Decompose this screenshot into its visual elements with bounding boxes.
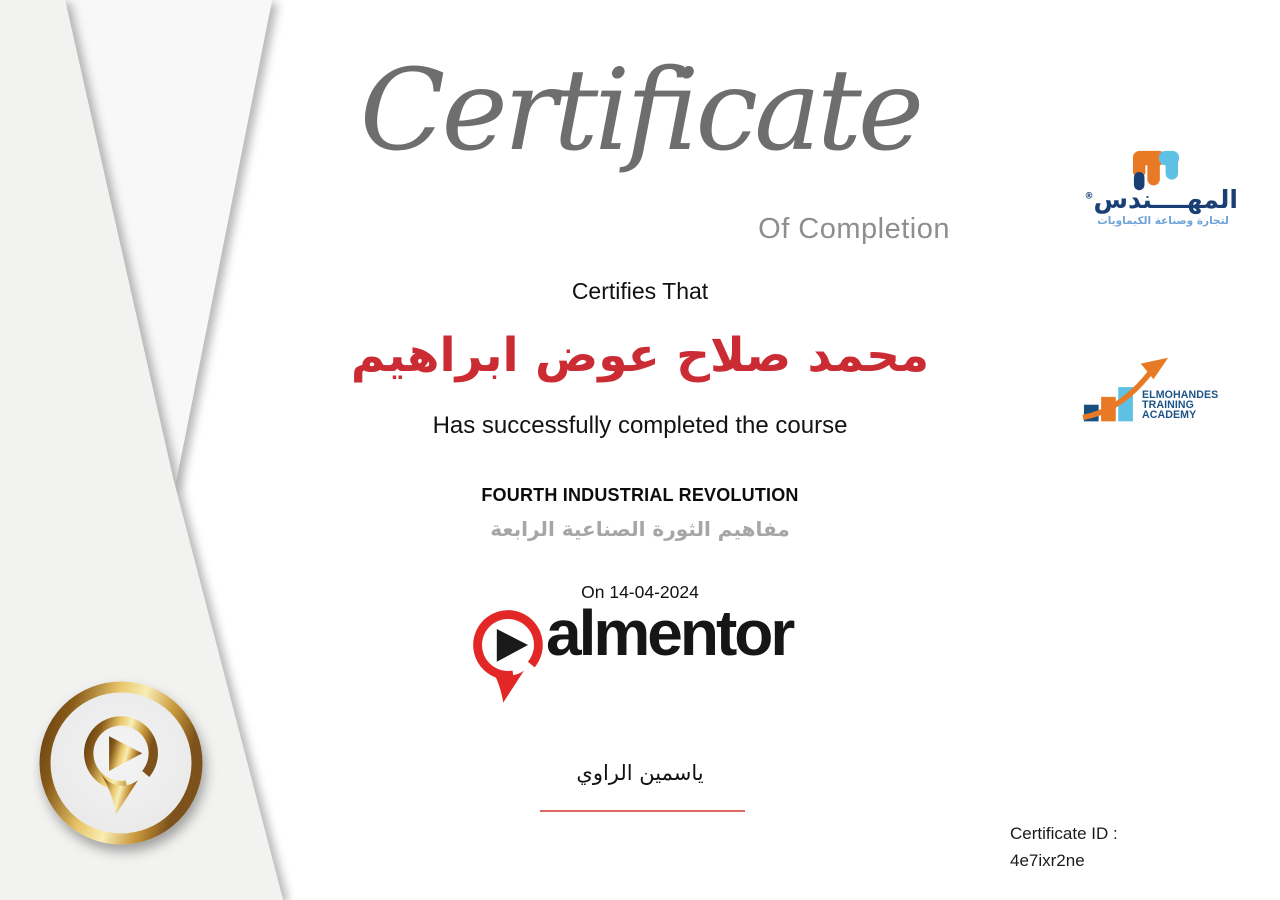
course-title-arabic: مفاهيم الثورة الصناعية الرابعة	[490, 517, 790, 541]
training-academy-logo	[1080, 356, 1250, 431]
completion-date: On 14-04-2024	[581, 582, 699, 602]
certificate-id-value: 4e7ixr2ne	[1010, 851, 1085, 870]
academy-line1: ELMOHANDES	[1142, 389, 1219, 401]
almentor-wordmark: almentor	[546, 597, 793, 669]
recipient-name: محمد صلاح عوض ابراهيم	[350, 328, 930, 383]
academy-line3: ACADEMY	[1142, 408, 1197, 421]
academy-line2: TRAINING	[1142, 398, 1194, 411]
completion-text: Has successfully completed the course	[432, 412, 848, 439]
almentor-play-bubble-icon	[468, 604, 548, 706]
chem-company-name-text: المهــــندس	[1093, 185, 1238, 214]
certificate-subtitle: Of Completion	[758, 213, 950, 245]
signature-name: ياسمين الراوي	[576, 761, 704, 785]
training-academy-text	[1142, 391, 1218, 421]
certificate-title: Certificate	[359, 46, 921, 176]
registered-trademark-symbol: ®	[1084, 191, 1094, 202]
gold-seal-play-badge	[33, 676, 223, 866]
chem-company-name	[1084, 185, 1238, 214]
course-title-english: FOURTH INDUSTRIAL REVOLUTION	[481, 485, 799, 505]
signature-line	[540, 810, 745, 812]
chem-company-tagline: لتجارة وصناعة الكيماويات	[1097, 215, 1229, 227]
certifies-that-label: Certifies That	[571, 278, 709, 304]
certificate-id-label: Certificate ID :	[1010, 824, 1118, 843]
certificate-id-block	[1010, 820, 1118, 874]
